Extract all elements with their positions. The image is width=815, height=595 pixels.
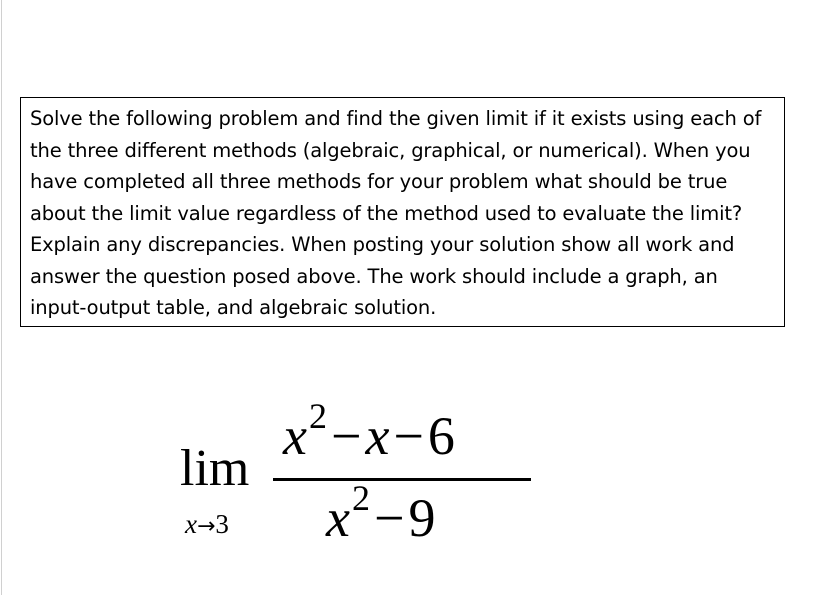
fraction-denominator — [326, 478, 436, 552]
denominator-variable: x — [326, 488, 350, 548]
problem-line-6: answer the question posed above. The work should include a graph, an — [30, 264, 718, 288]
fraction-numerator — [283, 396, 455, 470]
problem-line-7: input-output table, and algebraic solution. — [30, 296, 437, 319]
fraction-bar — [273, 478, 531, 481]
limit-expression — [0, 380, 600, 560]
numerator-exponent: 2 — [308, 396, 327, 436]
lim-sub-value: 3 — [215, 509, 229, 539]
denominator-exponent: 2 — [351, 478, 370, 518]
problem-line-5: Explain any discrepancies. When posting your solution show all work and — [30, 233, 735, 256]
numerator-variable-squared: x — [283, 406, 307, 466]
numerator-minus-1: − — [330, 406, 362, 466]
denominator-constant: 9 — [408, 488, 436, 548]
lim-sub-variable: x — [185, 509, 197, 539]
lim-subscript — [185, 510, 229, 541]
problem-line-3: have completed all three methods for your problem what should be true — [30, 170, 728, 193]
numerator-minus-2: − — [393, 406, 424, 466]
numerator-variable-linear: x — [365, 406, 390, 466]
numerator-constant: 6 — [427, 406, 455, 466]
lim-operator: lim — [180, 440, 250, 497]
denominator-minus: − — [373, 488, 405, 548]
arrow-icon: → — [196, 514, 216, 539]
problem-line-4: about the limit value regardless of the method used to evaluate the limit? — [30, 201, 743, 225]
problem-text-box — [20, 97, 785, 327]
problem-line-2: the three different methods (algebraic, graphical, or numerical). When you — [30, 138, 751, 162]
problem-line-1: Solve the following problem and find the given limit if it exists using each of — [30, 107, 762, 130]
